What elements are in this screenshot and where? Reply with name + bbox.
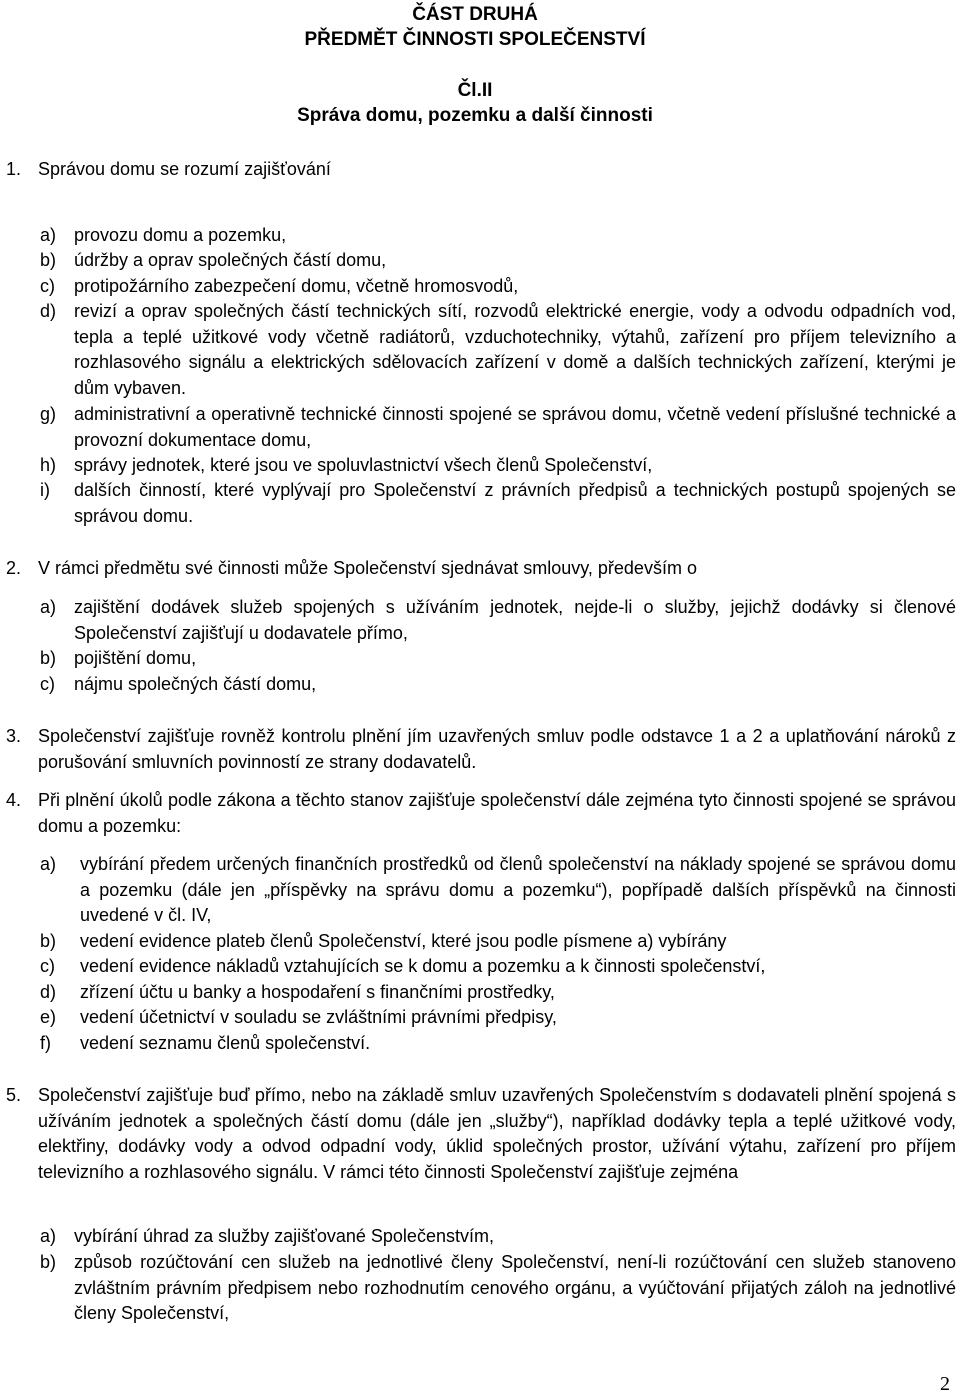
list-label: h) [40, 455, 57, 475]
article-number: Čl.II [457, 80, 493, 101]
list-label: b) [40, 250, 57, 270]
list-text: protipožárního zabezpečení domu, včetně hromosvodů, [74, 276, 519, 296]
list-label: f) [40, 1033, 51, 1053]
list-label: c) [40, 276, 55, 296]
list-label: d) [40, 982, 57, 1002]
list-text: způsob rozúčtování cen služeb na jednotlivé členy Společenství, není-li rozúčtování cen služeb stanoveno zvláštním právním předpisem nebo rozhodnutím cenového orgánu, a vyúčtování přijatých záloh na jednotlivé členy Společenství, [74, 1252, 956, 1324]
section-1 [0, 157, 960, 183]
section-number: 1. [6, 159, 22, 179]
list-label: d) [40, 301, 57, 321]
list-label: i) [40, 480, 50, 500]
list-text: pojištění domu, [74, 648, 197, 668]
section-2 [0, 556, 960, 582]
page-number: 2 [940, 1373, 950, 1395]
section-3 [0, 724, 960, 776]
section-number: 5. [6, 1085, 22, 1105]
list-text: údržby a oprav společných částí domu, [74, 250, 387, 270]
list-text: administrativní a operativně technické činnosti spojené se správou domu, včetně vedení příslušné technické a provozní dokumentace domu, [74, 404, 956, 450]
list-label: a) [40, 597, 57, 617]
list-text: dalších činností, které vyplývají pro Společenství z právních předpisů a technických postupů spojených se správou domu. [74, 480, 956, 526]
section-text: Společenství zajišťuje buď přímo, nebo na základě smluv uzavřených Společenstvím s dodavateli plnění spojená s užíváním jednotek a společných částí domu (dále jen „služby“), například dodávky tepla a teplé užitkové vody, elektřiny, dodávky vody a odvod odpadní vody, úklid společných prostor, užívání výtahu, zařízení pro příjem televizního a rozhlasového signálu. V rámci této činnosti Společenství zajišťuje zejména [38, 1085, 956, 1182]
section-text: V rámci předmětu své činnosti může Společenství sjednávat smlouvy, především o [38, 558, 697, 578]
section-number: 4. [6, 790, 22, 810]
list-label: a) [40, 1226, 57, 1246]
list-text: vedení evidence nákladů vztahujících se k domu a pozemku a k činnosti společenství, [80, 956, 766, 976]
part-heading: ČÁST DRUHÁ [412, 4, 538, 25]
list-text: vedení účetnictví v souladu se zvláštními právními předpisy, [80, 1007, 557, 1027]
list-text: nájmu společných částí domu, [74, 674, 317, 694]
list-label: g) [40, 404, 57, 424]
section-number: 3. [6, 726, 22, 746]
list-label: e) [40, 1007, 57, 1027]
article-title: Správa domu, pozemku a další činnosti [297, 105, 653, 126]
list-text: vybírání úhrad za služby zajišťované Společenstvím, [74, 1226, 494, 1246]
list-label: c) [40, 956, 55, 976]
section-text: Při plnění úkolů podle zákona a těchto stanov zajišťuje společenství dále zejména tyto činnosti spojené se správou domu a pozemku: [38, 790, 956, 836]
section-5 [0, 1083, 960, 1211]
list-text: vedení seznamu členů společenství. [80, 1033, 371, 1053]
subject-heading: PŘEDMĚT ČINNOSTI SPOLEČENSTVÍ [304, 29, 646, 50]
list-label: b) [40, 648, 57, 668]
list-text: vedení evidence plateb členů Společenství, které jsou podle písmene a) vybírány [80, 931, 727, 951]
section-number: 2. [6, 558, 22, 578]
list-text: zřízení účtu u banky a hospodaření s finančními prostředky, [80, 982, 555, 1002]
list-label: a) [40, 225, 57, 245]
list-text: provozu domu a pozemku, [74, 225, 287, 245]
list-text: správy jednotek, které jsou ve spoluvlastnictví všech členů Společenství, [74, 455, 653, 475]
section-4 [0, 788, 960, 840]
section-text: Správou domu se rozumí zajišťování [38, 159, 331, 179]
section-text: Společenství zajišťuje rovněž kontrolu plnění jím uzavřených smluv podle odstavce 1 a 2 a uplatňování nároků z porušování smluvních povinností ze strany dodavatelů. [38, 726, 956, 772]
list-label: b) [40, 1252, 57, 1272]
list-text: zajištění dodávek služeb spojených s užíváním jednotek, nejde-li o služby, jejichž dodávky si členové Společenství zajišťují u dodavatele přímo, [74, 597, 956, 643]
list-label: a) [40, 854, 57, 874]
list-text: revizí a oprav společných částí technických sítí, rozvodů elektrické energie, vody a odvodu odpadních vod, tepla a teplé užitkové vody včetně radiátorů, vzduchotechniky, výtahů, zařízení pro příjem televizního a rozhlasového signálu a elektrických sdělovacích zařízení v domě a dalších technických zařízení, kterými je dům vybaven. [74, 301, 956, 398]
list-label: b) [40, 931, 57, 951]
list-text: vybírání předem určených finančních prostředků od členů společenství na náklady spojené se správou domu a pozemku (dále jen „příspěvky na správu domu a pozemku“), popřípadě dalších příspěvků na činnosti uvedené v čl. IV, [80, 854, 956, 926]
list-label: c) [40, 674, 55, 694]
